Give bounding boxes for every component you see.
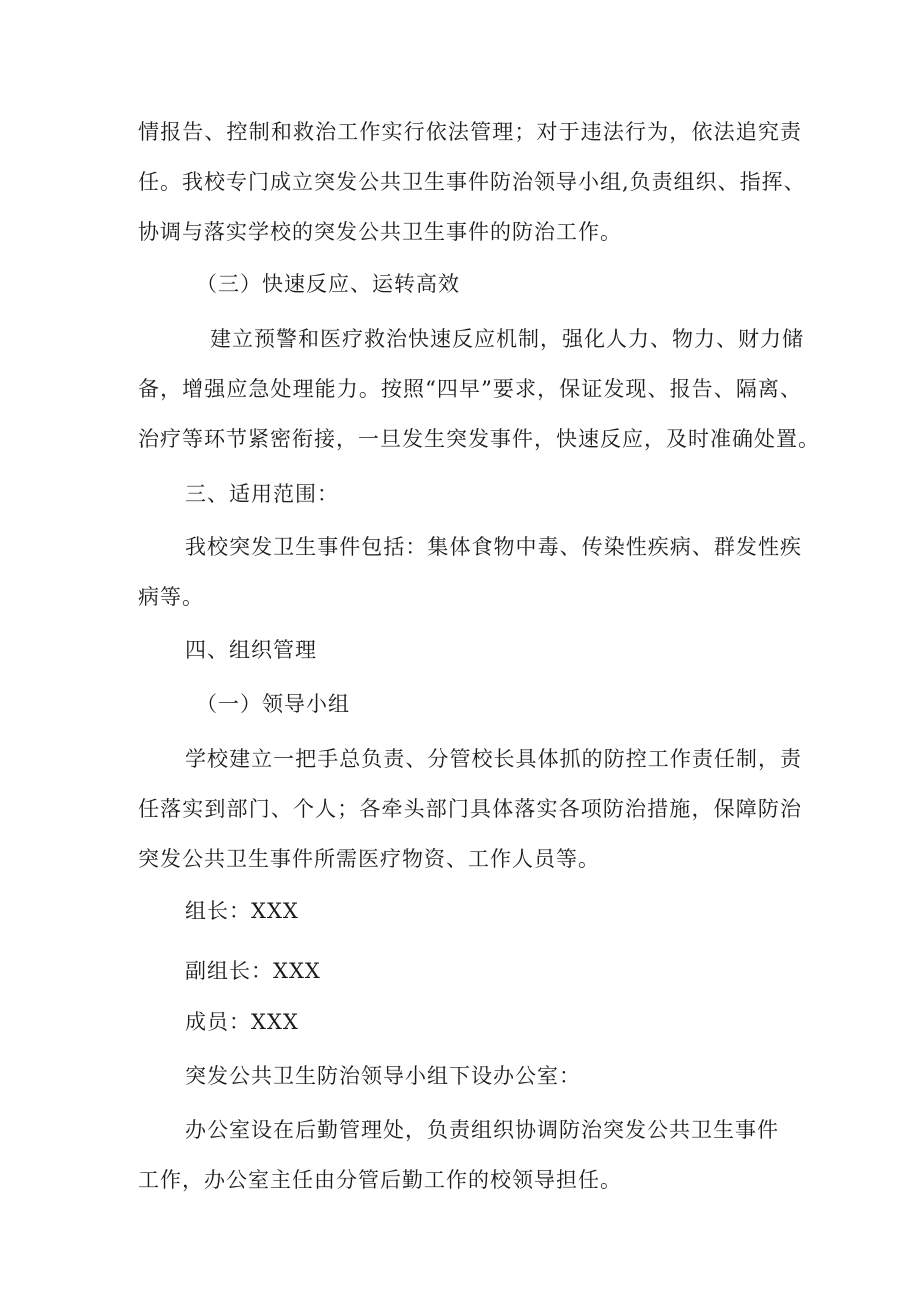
member-line-members: 成员：XXX xyxy=(185,1010,299,1034)
paragraph-line: 学校建立一把手总负责、分管校长具体抓的防控工作责任制，责 xyxy=(185,747,802,771)
section-heading: （一）领导小组 xyxy=(196,692,350,716)
paragraph-line: 治疗等环节紧密衔接，一旦发生突发事件，快速反应，及时准确处置。 xyxy=(138,427,820,451)
paragraph-line: 工作，办公室主任由分管后勤工作的校领导担任。 xyxy=(138,1168,622,1192)
paragraph-line: 突发公共卫生防治领导小组下设办公室： xyxy=(185,1064,581,1088)
paragraph-line: 我校突发卫生事件包括：集体食物中毒、传染性疾病、群发性疾 xyxy=(185,535,802,559)
section-heading: 三、适用范围： xyxy=(185,482,339,506)
paragraph-line: 突发公共卫生事件所需医疗物资、工作人员等。 xyxy=(138,847,600,871)
section-heading: （三）快速反应、运转高效 xyxy=(196,272,460,296)
paragraph-line: 情报告、控制和救治工作实行依法管理；对于违法行为，依法追究责 xyxy=(138,120,802,144)
member-line-leader: 组长：XXX xyxy=(185,899,299,923)
paragraph-line: 办公室设在后勤管理处，负责组织协调防治突发公共卫生事件 xyxy=(185,1118,779,1142)
member-line-deputy: 副组长：XXX xyxy=(185,959,321,983)
paragraph-line: 病等。 xyxy=(138,585,204,609)
paragraph-line: 任落实到部门、个人；各牵头部门具体落实各项防治措施，保障防治 xyxy=(138,797,802,821)
paragraph-line: 任。我校专门成立突发公共卫生事件防治领导小组,负责组织、指挥、 xyxy=(138,170,806,194)
paragraph-line: 备，增强应急处理能力。按照“四早”要求，保证发现、报告、隔离、 xyxy=(138,377,802,401)
paragraph-line: 建立预警和医疗救治快速反应机制，强化人力、物力、财力储 xyxy=(210,327,804,351)
paragraph-line: 协调与落实学校的突发公共卫生事件的防治工作。 xyxy=(138,220,622,244)
section-heading: 四、组织管理 xyxy=(185,638,317,662)
